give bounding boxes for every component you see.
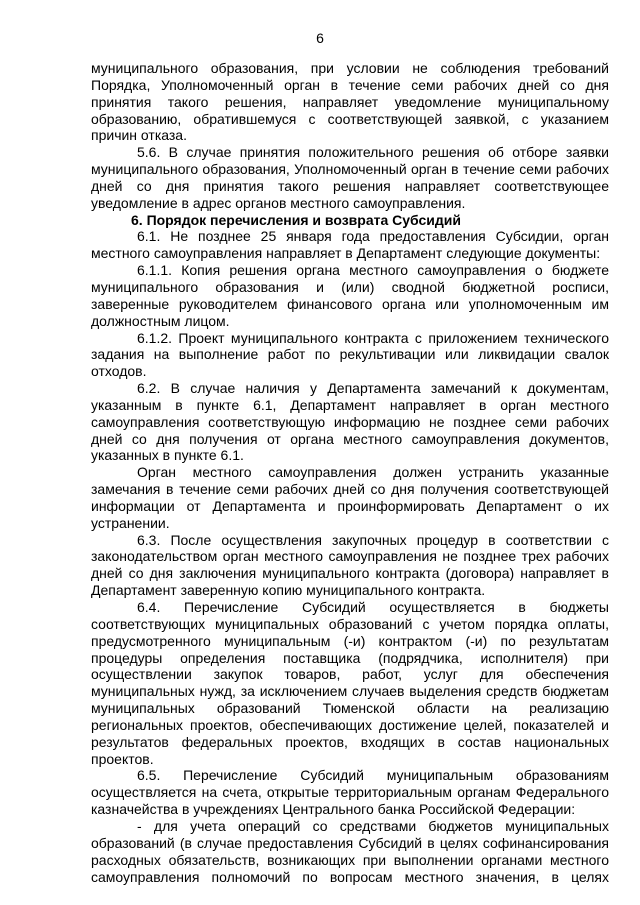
document-body: [91, 60, 609, 885]
paragraph-5-6: 5.6. В случае принятия положительного решения об отборе заявки муниципального образования, Уполномоченный орган в течение семи рабочих дней со дня принятия такого решения направляет соответствующее уведомление в адрес органов местного самоуправления.: [91, 144, 609, 211]
paragraph-6-4: 6.4. Перечисление Субсидий осуществляется в бюджеты соответствующих муниципальных образований с учетом порядка оплаты, предусмотренного муниципальным (-и) контрактом (-и) по результатам процедуры определения поставщика (подрядчика, исполнителя) при осуществлении закупок товаров, работ, услуг для обеспечения муниципальных нужд, за исключением случаев выделения средств бюджетам муниципальных образований Тюменской области на реализацию региональных проектов, обеспечивающих достижение целей, показателей и результатов федеральных проектов, входящих в состав национальных проектов.: [91, 599, 609, 767]
section-heading: 6. Порядок перечисления и возврата Субсидий: [131, 211, 461, 228]
paragraph-6-2: 6.2. В случае наличия у Департамента замечаний к документам, указанным в пункте 6.1, Департамент направляет в орган местного самоуправления соответствующую информацию не позднее семи рабочих дней со дня получения от органа местного самоуправления документов, указанных в пункте 6.1.: [91, 380, 609, 464]
paragraph-6-3: 6.3. После осуществления закупочных процедур в соответствии с законодательством орган местного самоуправления не позднее трех рабочих дней со дня заключения муниципального контракта (договора) направляет в Департамент заверенную копию муниципального контракта.: [91, 531, 609, 599]
paragraph-6-1: 6.1. Не позднее 25 января года предоставления Субсидии, орган местного самоуправления направляет в Департамент следующие документы:: [91, 228, 609, 262]
paragraph-6-2-continued: Орган местного самоуправления должен устранить указанные замечания в течение семи рабочих дней со дня получения соответствующей информации от Департамента и проинформировать Департамент о их устранении.: [91, 464, 609, 531]
paragraph-6-5: 6.5. Перечисление Субсидий муниципальным образованиям осуществляется на счета, открытые территориальным органам Федерального казначейства в учреждениях Центрального банка Российской Федерации:: [91, 767, 609, 818]
paragraph-continuation: муниципального образования, при условии не соблюдения требований Порядка, Уполномоченный орган в течение семи рабочих дней со дня принятия такого решения, направляет уведомление муниципальному образованию, обратившемуся с соответствующей заявкой, с указанием причин отказа.: [91, 60, 609, 144]
page-number: 6: [316, 30, 324, 46]
paragraph-6-1-1: 6.1.1. Копия решения органа местного самоуправления о бюджете муниципального образования и (или) сводной бюджетной росписи, заверенные руководителем финансового органа или уполномоченным им должностным лицом.: [91, 262, 609, 329]
paragraph-6-1-2: 6.1.2. Проект муниципального контракта с приложением технического задания на выполнение работ по рекультивации или ликвидации свалок отходов.: [91, 329, 609, 380]
paragraph-6-5-item: - для учета операций со средствами бюджетов муниципальных образований (в случае предоставления Субсидий в целях софинансирования расходных обязательств, возникающих при выполнении органами местного самоуправления полномочий по вопросам местного значения, в целях: [91, 817, 609, 885]
